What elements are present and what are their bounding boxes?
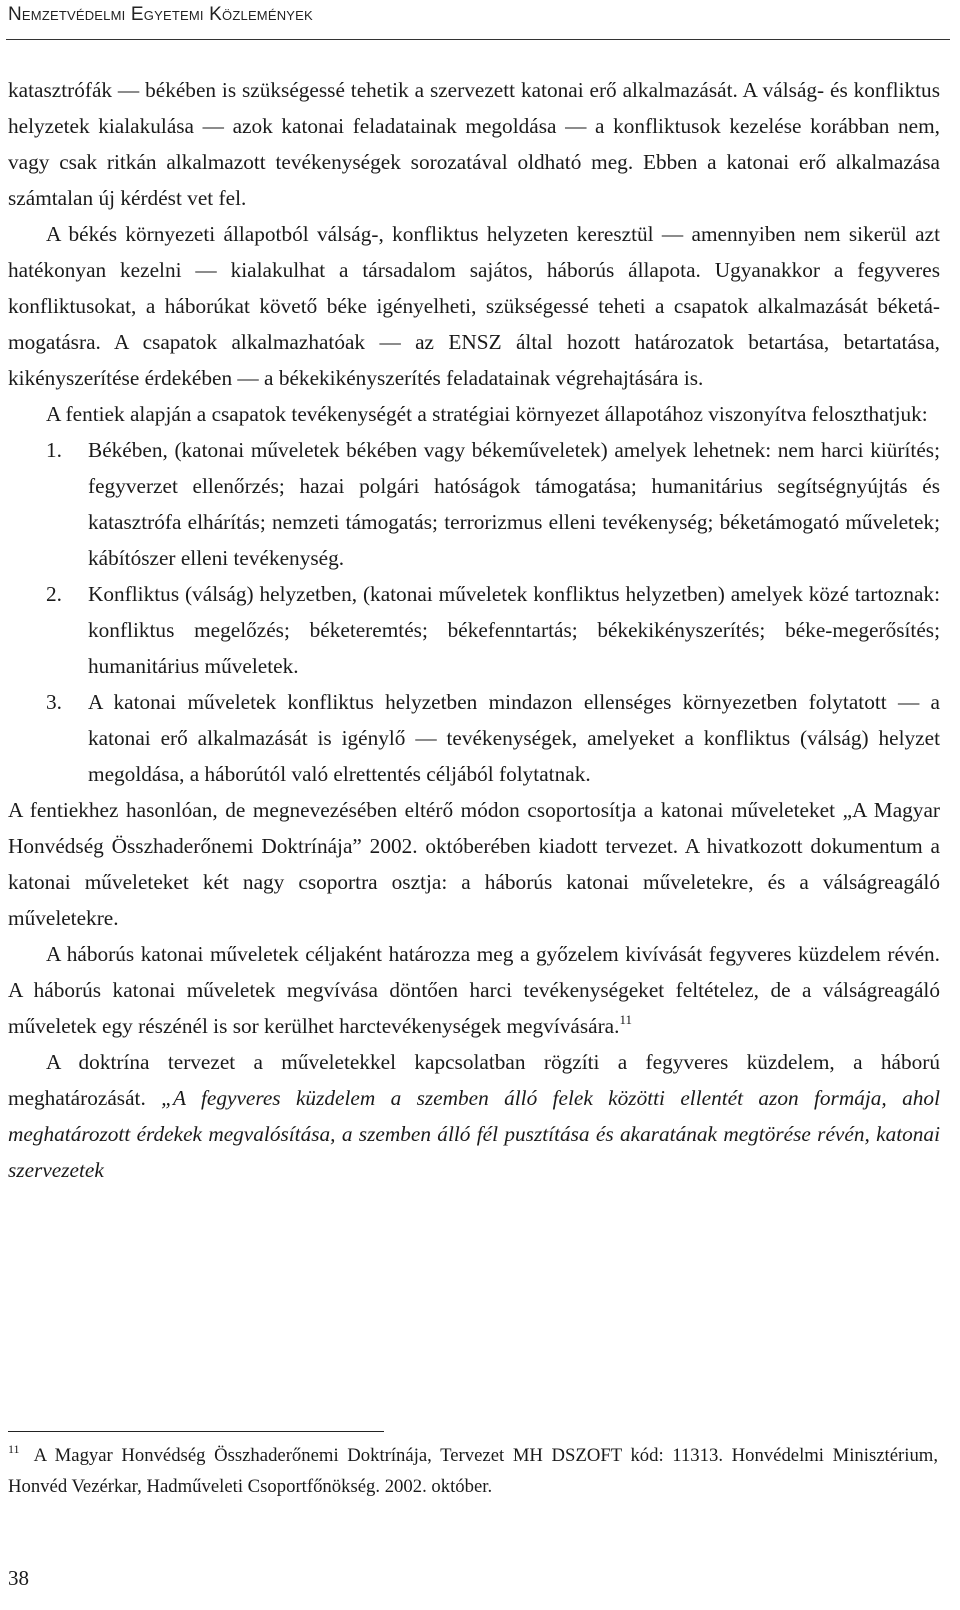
- journal-title: Nemzetvédelmi Egyetemi Közlemények: [8, 4, 313, 25]
- footnote-number: 11: [8, 1442, 20, 1456]
- doctrine-quote: „A fegyveres küzdelem a szemben álló felek közötti ellentét azon formája, ahol meghatározott érdekek megvalósítása, a szemben álló fél pusztítása és akaratának megtörése révén, katonai szervezetek: [8, 1086, 940, 1182]
- list-item-text: Békében, (katonai műveletek békében vagy békeműveletek) amelyek lehetnek: nem harci kiürítés; fegyverzet ellenőrzés; hazai polgári hatóságok támogatása; humanitárius segítségnyújtás és katasztrófa elhárítás; nemzeti támogatás; terrorizmus elleni tevékenység; béketámogató műveletek; kábítószer elleni tevékenység.: [88, 438, 940, 570]
- list-item-number: 3.: [46, 690, 62, 714]
- list-item: [8, 432, 940, 576]
- paragraph-6-text: A doktrína tervezet a műveletekkel kapcsolatban rögzíti a fegyveres küzdelem, a háború meghatározását.: [8, 1050, 940, 1110]
- paragraph-5: [8, 936, 940, 1044]
- footnote-reference[interactable]: 11: [619, 1012, 632, 1027]
- page-number: 38: [8, 1566, 29, 1590]
- header-divider: [6, 39, 950, 40]
- main-text: [8, 72, 940, 1188]
- paragraph-5-text: A háborús katonai műveletek céljaként határozza meg a győzelem kivívását fegyveres küzdelem révén. A háborús katonai műveletek megvívása döntően harci tevékenységeket feltételez, de a válságreagáló műveletek egy részénél is sor kerülhet harctevékenységek megvívására.: [8, 942, 940, 1038]
- footnote-divider: [8, 1431, 384, 1432]
- list-item-text: Konfliktus (válság) helyzetben, (katonai műveletek konfliktus helyzetben) amelyek közé tartoznak: konfliktus megelőzés; béketeremtés; békefenntartás; békekikényszerítés; béke-megerősítés; humanitárius műveletek.: [88, 582, 940, 678]
- running-header: [8, 4, 313, 26]
- footnote: [8, 1440, 938, 1502]
- paragraph-1: katasztrófák — békében is szükségessé tehetik a szervezett katonai erő alkalmazását. A válság- és konfliktus helyzetek kialakulása — azok katonai feladatainak megoldása — a konfliktusok kezelése korábban nem, vagy csak ritkán alkalmazott tevékenységek sorozatával oldható meg. Ebben a katonai erő alkalmazása számtalan új kérdést vet fel.: [8, 78, 940, 210]
- paragraph-4: A fentiekhez hasonlóan, de megnevezésében eltérő módon csoportosítja a katonai műveleteket „A Magyar Honvédség Összhaderőnemi Doktrínája” 2002. októberében kiadott tervezet. A hivatkozott dokumentum a katonai műveleteket két nagy csoportra osztja: a háborús katonai műveletekre, és a válságreagáló műveletekre.: [8, 798, 940, 930]
- list-item-text: A katonai műveletek konfliktus helyzetben mindazon ellenséges környezetben folytatott — a katonai erő alkalmazását is igénylő — tevékenységek, amelyeket a konfliktus (válság) helyzet megoldása, a háborútól való elrettentés céljából folytatnak.: [88, 690, 940, 786]
- paragraph-2: A békés környezeti állapotból válság-, konfliktus helyzeten keresztül — amennyiben nem sikerül azt hatékonyan kezelni — kialakulhat a társadalom sajátos, háborús állapota. Ugyanakkor a fegyveres konfliktusokat, a háborúkat követő béke igényelheti, szükségessé teheti a csapatok alkalmazását béketámogatásra. A csapatok alkalmazhatóak — az ENSZ által hozott határozatok betartása, betartatása, kikényszerítése érdekében — a békekikényszerítés feladatainak végrehajtására is.: [8, 222, 940, 390]
- paragraph-6: [8, 1044, 940, 1188]
- list-item: [8, 576, 940, 684]
- list-item: [8, 684, 940, 792]
- paragraph-3: A fentiek alapján a csapatok tevékenységét a stratégiai környezet állapotához viszonyítva feloszthatjuk:: [46, 402, 928, 426]
- operations-list: [8, 432, 940, 792]
- list-item-number: 1.: [46, 438, 62, 462]
- footnote-text: A Magyar Honvédség Összhaderőnemi Doktrínája, Tervezet MH DSZOFT kód: 11313. Honvédelmi Minisztérium, Honvéd Vezérkar, Hadműveleti Csoportfőnökség. 2002. október.: [8, 1445, 938, 1497]
- list-item-number: 2.: [46, 582, 62, 606]
